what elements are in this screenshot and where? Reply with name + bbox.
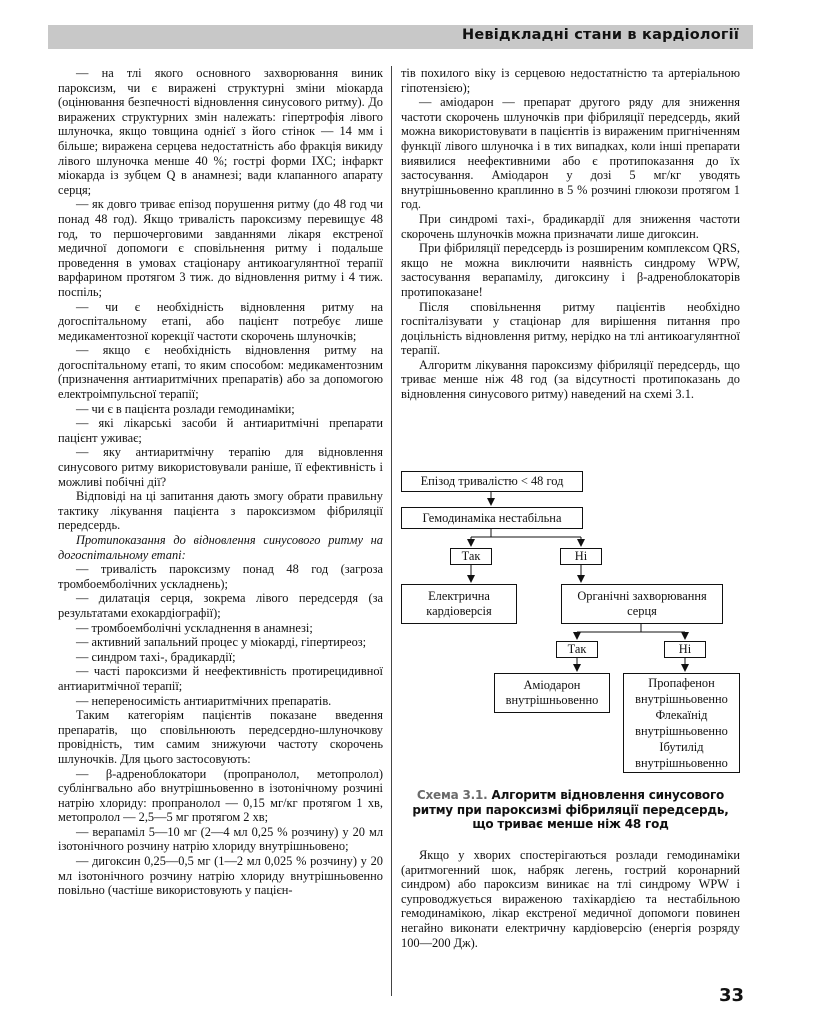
node-amiodarone [494,673,610,713]
paragraph: — на тлі якого основного захворювання виник пароксизм, чи є виражені структурні зміни міокарда (оцінювання безпечності відновлення синусового ритму). До виражених структурних змін належать: гіпертрофія лівого шлуночка, якщо товщина однієї з його стінок — 14 мм і більше; виражена серцева недостатність або фракція викиду лівого шлуночка менше 40 %; гострі форми ІХС; інфаркт міокарда із зубцем Q в анамнезі; вади клапанного апарату серця; [58,66,383,197]
paragraph: При синдромі тахі-, брадикардії для зниження частоти скорочень шлуночків можна призначати лише дигоксин. [401,211,740,241]
paragraph: При фібриляції передсердь із розширеним комплексом QRS, якщо не можна виключити наявність синдрому WPW, застосування верапамілу, дигоксину і β-адреноблокаторів протипоказане! [401,241,740,299]
node-yes-2 [556,641,598,658]
list-item: — непереносимість антиаритмічних препаратів. [76,693,332,708]
closing-paragraph [401,848,740,950]
node-label: Електрична [428,589,490,603]
paragraph: — якщо є необхідність відновлення ритму на догоспітальному етапі, то яким способом: медикаментозним (призначення антиаритмічних препаратів) або за допомогою електроімпульсної терапії; [58,343,383,402]
caption-text: Алгоритм відновлення синусового ритму при пароксизмі фібриляції передсердь, що триває менше ніж 48 год [412,788,729,832]
node-organic-heart-disease [561,584,723,624]
flowchart [401,459,740,779]
paragraph: — чи є в пацієнта розлади гемодинаміки; [76,401,295,416]
paragraph: Відповіді на ці запитання дають змогу обрати правильну тактику лікування пацієнта з пароксизмом фібриляції передсердь. [58,489,383,533]
node-label: Епізод тривалістю < 48 год [420,474,564,488]
paragraph: — чи є необхідність відновлення ритму на догоспітальному етапі, або пацієнт потребує лише медикаментозної корекції частоти скорочень шлуночків; [58,299,383,343]
node-no-2 [664,641,706,658]
node-label: внутрішньовенно [635,756,728,770]
list-item: — тривалість пароксизму понад 48 год (загроза тромбоемболічних ускладнень); [58,562,383,591]
node-label: Пропафенон [648,676,715,690]
list-item: — активний запальний процес у міокарді, гіпертиреоз; [76,635,367,650]
node-other-antiarrhythmics [623,673,740,773]
list-item: — синдром тахі-, брадикардії; [76,649,236,664]
paragraph: — які лікарські засоби й антиаритмічні препарати пацієнт уживає; [58,416,383,445]
subheading-contraindications: Протипоказання до відновлення синусового ритму на догоспітальному етапі: [58,533,383,562]
running-header-title: Невідкладні стани в кардіології [462,27,739,43]
node-label: Органічні захворювання [577,589,707,603]
node-label: Аміодарон [523,678,581,692]
paragraph: Якщо у хворих спостерігаються розлади гемодинаміки (аритмогенний шок, набряк легень, гострий коронарний синдром) або пароксизм виникає на тлі синдрому WPW і супроводжується вираженою тахікардією та нестабільною гемодинамікою, лікар екстреної медичної допомоги повинен негайно виконати електричну кардіоверсію (енергія розряду 100—200 Дж). [401,848,740,950]
paragraph: Таким категоріям пацієнтів показане введення препаратів, що сповільнюють передсердно-шлуночкову провідність, тим самим знижуючи частоту скорочень шлуночків. Для цього застосовують: [58,708,383,766]
node-label: серця [627,604,657,618]
list-item: — тромбоемболічні ускладнення в анамнезі; [76,620,313,635]
node-label: внутрішньовенно [635,724,728,738]
node-yes-1 [450,548,492,565]
node-label: Гемодинаміка нестабільна [422,510,562,525]
column-divider [391,66,392,996]
right-column [401,66,740,402]
list-item: — верапаміл 5—10 мг (2—4 мл 0,25 % розчину) у 20 мл ізотонічного розчину натрію хлориду внутрішньовено; [58,824,383,854]
page-number: 33 [719,985,745,1006]
list-item: — β-адреноблокатори (пропранолол, метопролол) сублінгвально або внутрішньовенно в ізотонічному розчині натрію хлориду: пропранолол — 0,15 мг/кг протягом 1 хв, метопролол — 2,5—5 мг протягом 2 хв; [58,766,383,825]
paragraph: Алгоритм лікування пароксизму фібриляції передсердь, що триває менше ніж 48 год (за відсутності протипоказань до відновлення синусового ритму) наведений на схемі 3.1. [401,357,740,402]
node-label: Флекаїнід [655,708,708,722]
node-label: Ні [678,642,692,656]
node-episode [401,471,583,492]
node-label: Так [567,642,587,656]
node-label: внутрішньовенно [635,692,728,706]
paragraph: — як довго триває епізод порушення ритму (до 48 год чи понад 48 год). Якщо тривалість пароксизму перевищує 48 год, то першочерговими завданнями лікаря екстреної медичної допомоги є сповільнення ритму і подальше проведення в умовах стаціонару антикоагулянтної терапії варфарином протягом 3 тиж. до відновлення ритму і 4 тиж. поспіль; [58,197,383,299]
list-item: — дигоксин 0,25—0,5 мг (1—2 мл 0,025 % розчину) у 20 мл ізотонічного розчину натрію хлориду внутрішньовенно повільно (частіше використовують у пацієн- [58,854,383,898]
node-label: Ібутилід [659,740,704,754]
paragraph: — яку антиаритмічну терапію для відновлення синусового ритму використовували раніше, її ефективність і можливі побічні дії? [58,445,383,489]
list-item: — аміодарон — препарат другого ряду для зниження частоти скорочень шлуночків при фібриляції передсердь, який можна використовувати в пацієнтів із вираженим пригніченням функції лівого шлуночка і в тих випадках, коли інші препарати виявилися неефективними або є протипоказання до їх застосування. Аміодарон у дозі 5 мг/кг уводять внутрішньовенно краплинно в 5 % розчині глюкози протягом 1 год. [401,95,740,212]
caption-label: Схема 3.1. [416,788,488,802]
figure-caption [401,788,740,832]
paragraph: Після сповільнення ритму пацієнтів необхідно госпіталізувати у стаціонар для вирішення питання про доцільність відновлення ритму, нерідко на тлі антикоагулянтної терапії. [401,299,740,358]
paragraph: тів похилого віку із серцевою недостатністю та артеріальною гіпотензією); [401,66,740,95]
node-hemodynamics [401,507,583,529]
node-label: кардіоверсія [426,604,492,618]
node-label: внутрішньовенно [505,693,599,707]
left-column [58,66,383,898]
list-item: — часті пароксизми й неефективність протирецидивної антиаритмічної терапії; [58,664,383,693]
node-electric-cardioversion [401,584,517,624]
running-header-bar [48,25,753,49]
node-label: Так [461,549,481,563]
node-label: Ні [574,549,588,563]
list-item: — дилатація серця, зокрема лівого передсердя (за результатами ехокардіографії); [58,591,383,620]
node-no-1 [560,548,602,565]
